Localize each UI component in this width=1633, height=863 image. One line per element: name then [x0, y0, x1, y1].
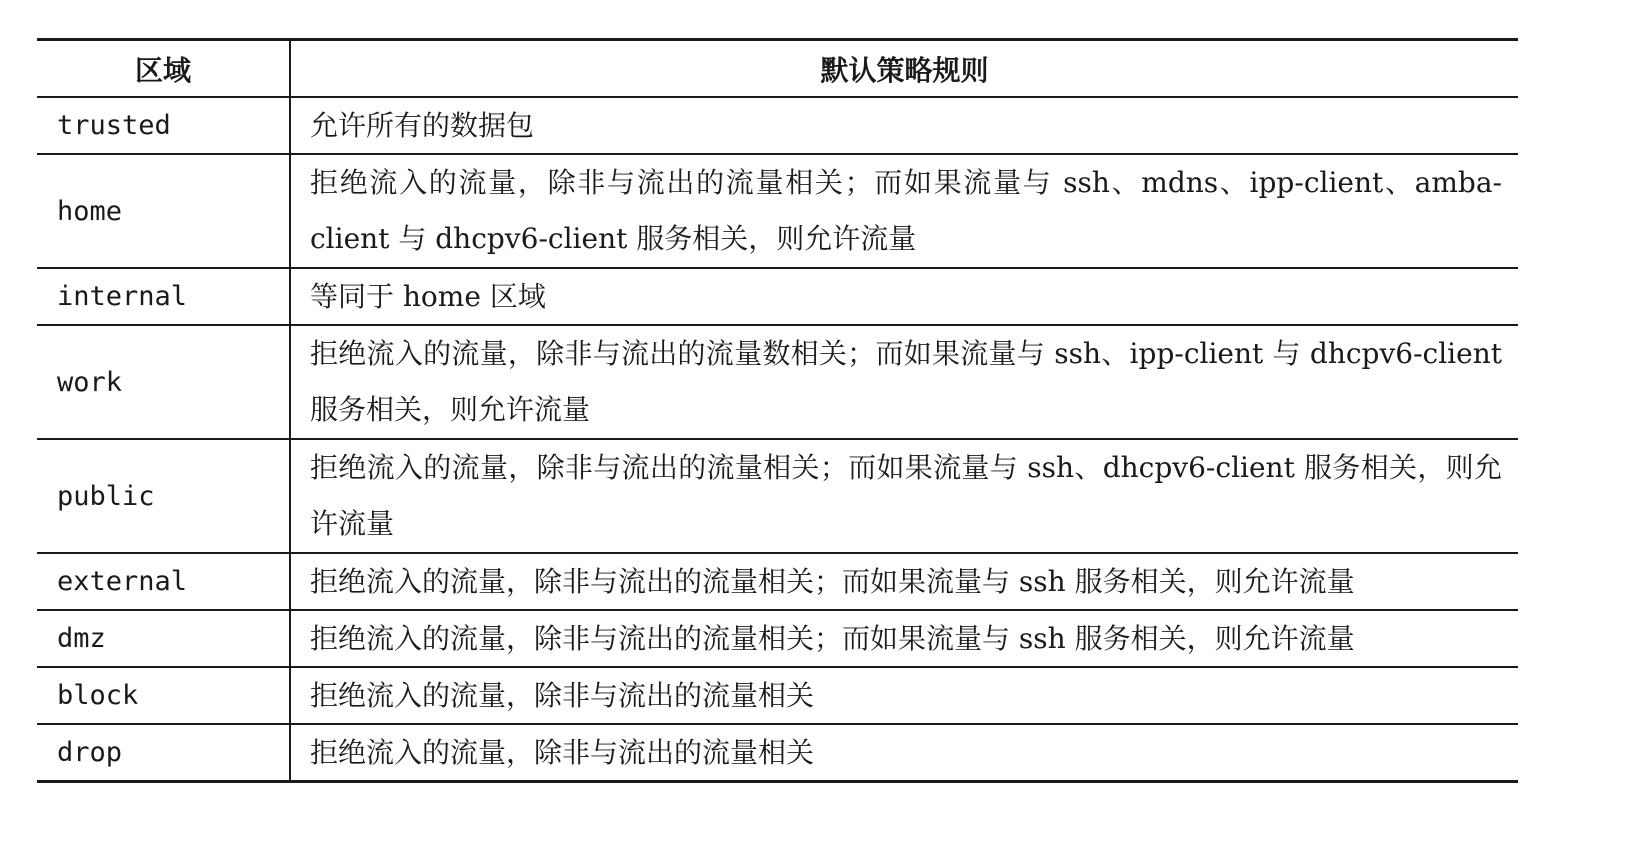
table-header-row [37, 40, 1518, 98]
zone-cell: work [37, 325, 290, 439]
zone-cell: dmz [37, 610, 290, 667]
zone-cell: block [37, 667, 290, 724]
table-row [37, 610, 1518, 667]
rule-cell: 拒绝流入的流量，除非与流出的流量数相关；而如果流量与 ssh、ipp-client 与 dhcpv6-client 服务相关，则允许流量 [310, 337, 1502, 426]
rule-cell: 等同于 home 区域 [310, 280, 546, 313]
rule-cell: 拒绝流入的流量，除非与流出的流量相关；而如果流量与 ssh 服务相关，则允许流量 [310, 565, 1355, 598]
column-header-zone: 区域 [37, 40, 290, 98]
table-row [37, 724, 1518, 782]
zone-policy-table [37, 38, 1518, 783]
rule-cell: 拒绝流入的流量，除非与流出的流量相关 [310, 679, 815, 712]
rule-cell: 拒绝流入的流量，除非与流出的流量相关 [310, 736, 815, 769]
zone-cell: drop [37, 724, 290, 782]
zone-cell: external [37, 553, 290, 610]
rule-cell: 拒绝流入的流量，除非与流出的流量相关；而如果流量与 ssh 服务相关，则允许流量 [310, 622, 1355, 655]
zone-cell: home [37, 154, 290, 268]
table-row [37, 325, 1518, 439]
table-row [37, 97, 1518, 154]
table-row [37, 439, 1518, 553]
zone-cell: public [37, 439, 290, 553]
rule-cell: 拒绝流入的流量，除非与流出的流量相关；而如果流量与 ssh、dhcpv6-client 服务相关，则允许流量 [310, 451, 1502, 540]
zone-cell: internal [37, 268, 290, 325]
table-row [37, 667, 1518, 724]
table-row [37, 268, 1518, 325]
zone-cell: trusted [37, 97, 290, 154]
rule-cell: 允许所有的数据包 [310, 109, 535, 142]
table-row [37, 154, 1518, 268]
rule-cell: 拒绝流入的流量，除非与流出的流量相关；而如果流量与 ssh、mdns、ipp-client、amba-client 与 dhcpv6-client 服务相关，则允许流量 [310, 166, 1502, 255]
column-header-rule: 默认策略规则 [820, 53, 989, 87]
table-row [37, 553, 1518, 610]
zone-policy-table-container [37, 38, 1518, 783]
